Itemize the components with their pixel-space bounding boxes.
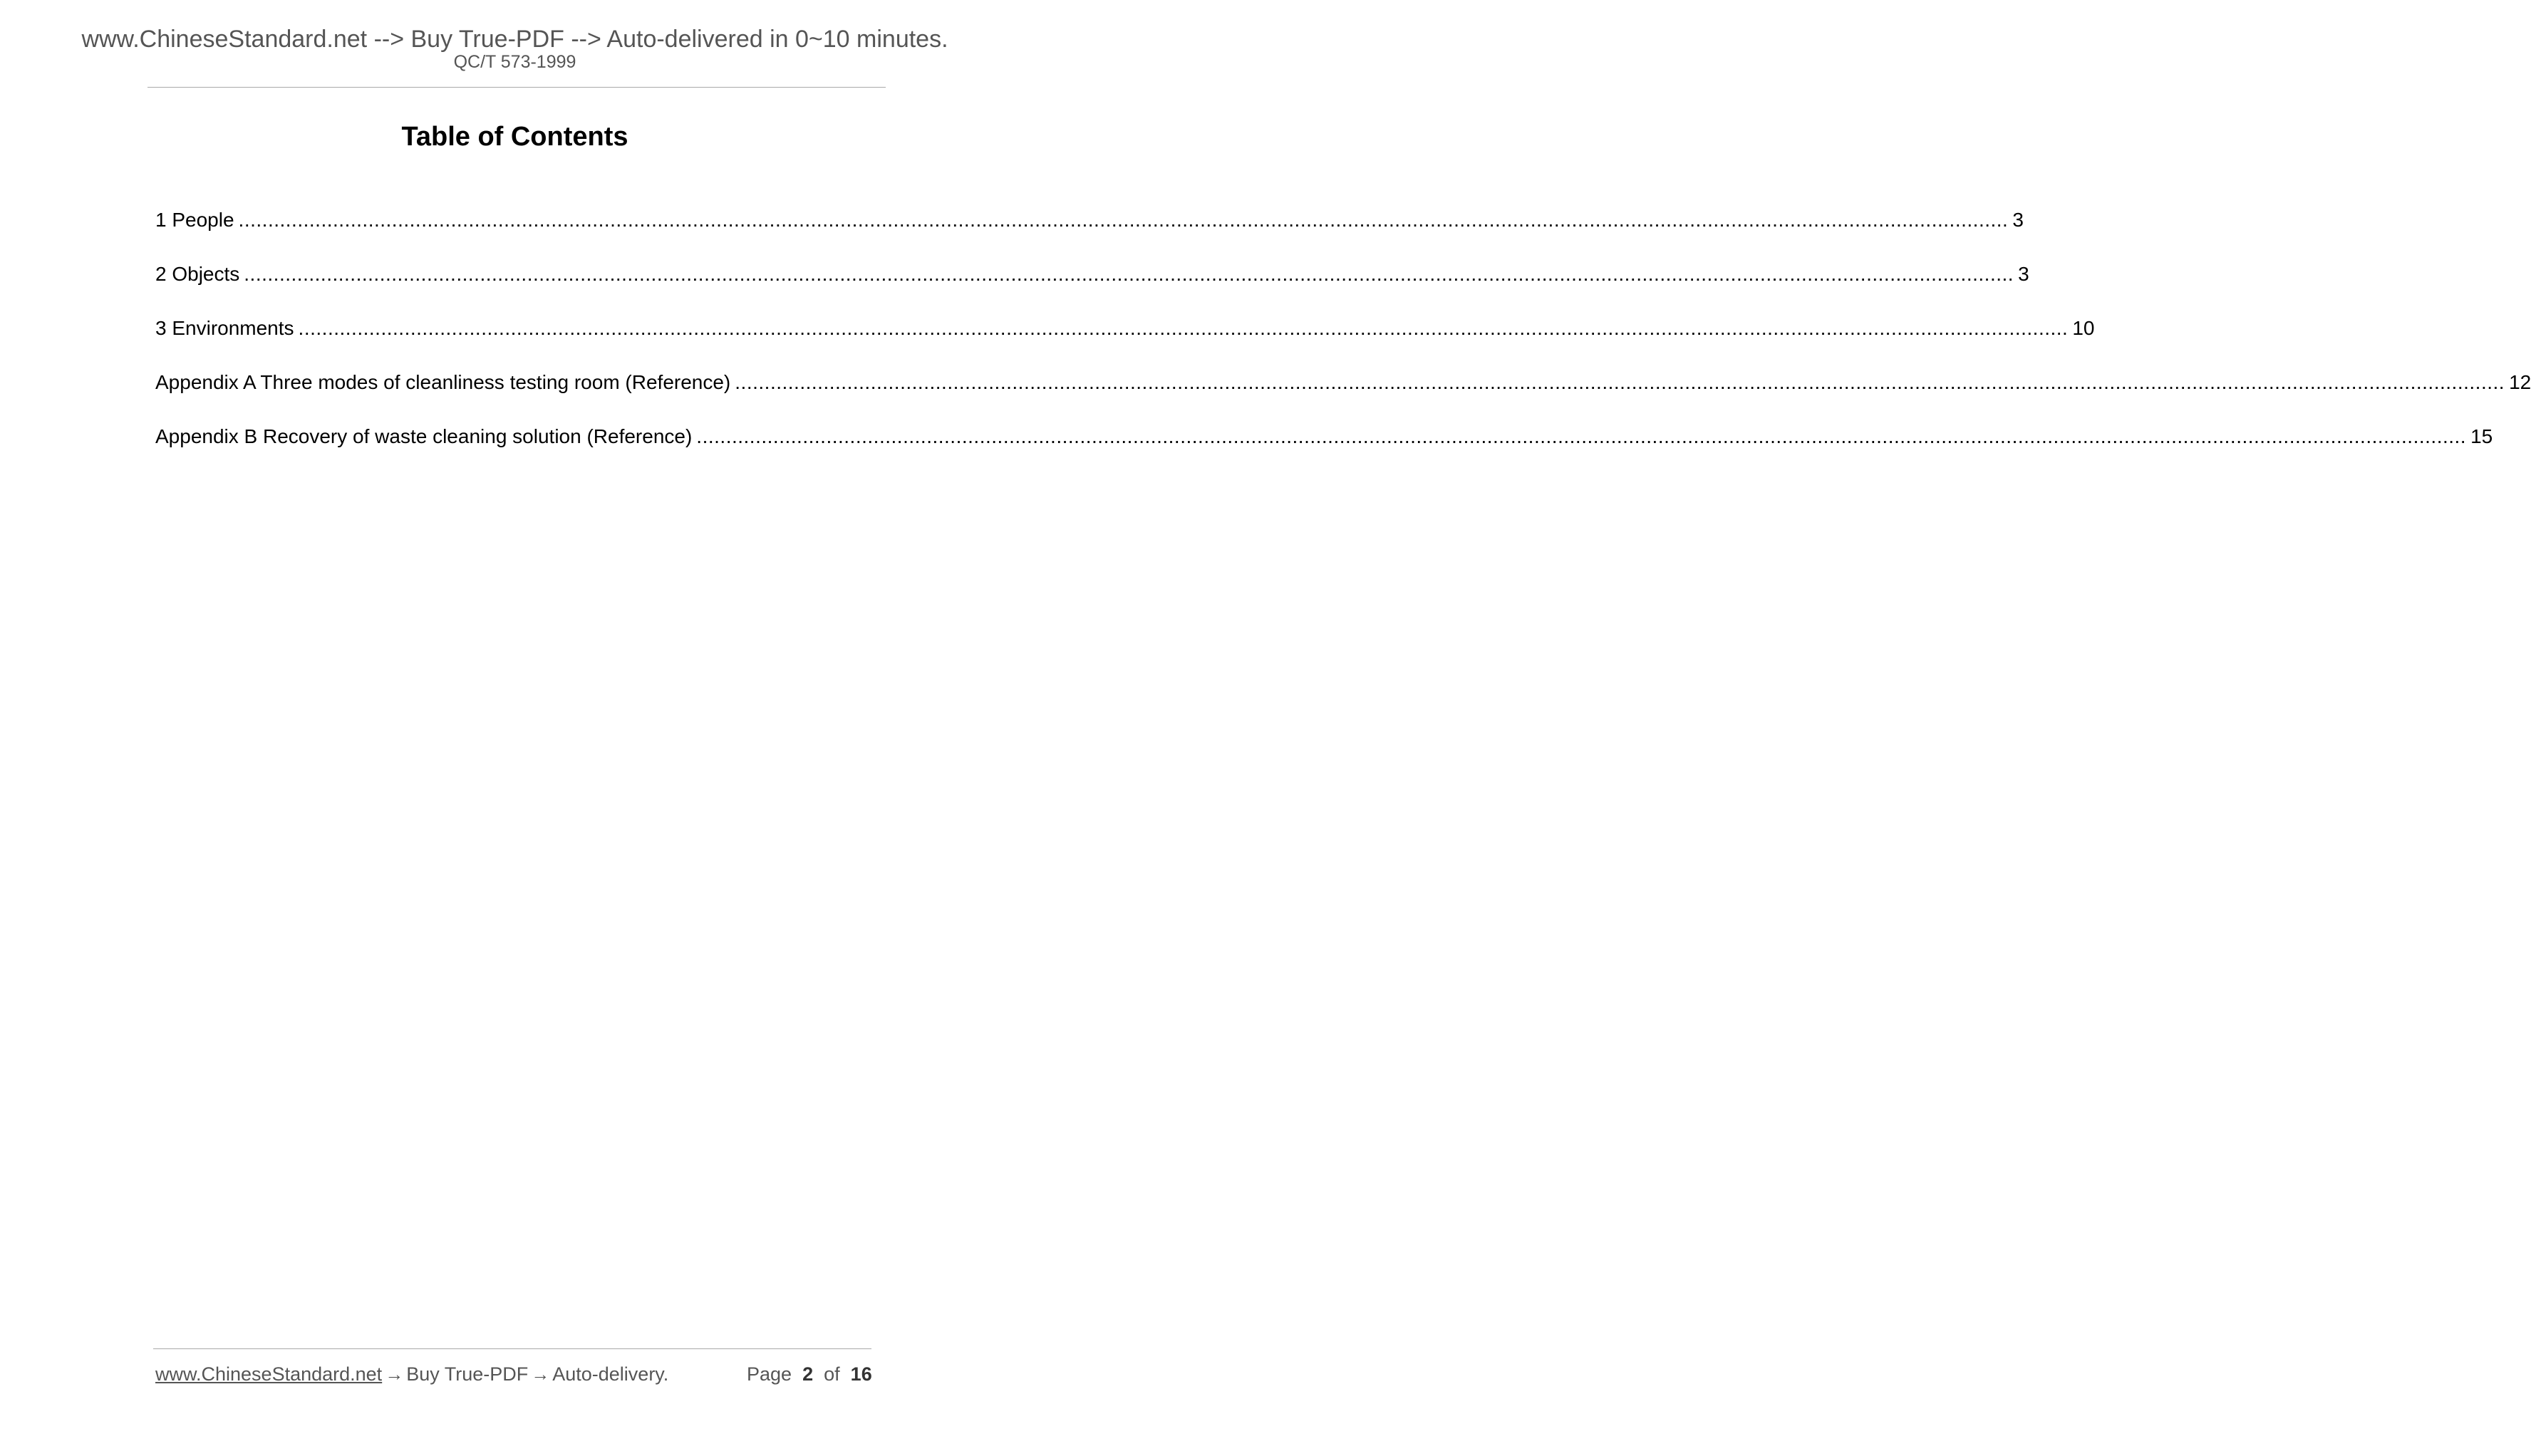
footer-site-link[interactable]: www.ChineseStandard.net xyxy=(155,1363,383,1385)
toc-entry-page: 15 xyxy=(2470,425,2493,447)
toc-entry-label: Appendix B Recovery of waste cleaning solution (Reference) xyxy=(155,425,693,447)
arrow-right-icon: → xyxy=(531,1363,550,1385)
toc-dot-leader: ............................................................................................................................................................................................................................................................................................................ xyxy=(298,317,2069,339)
page-word: Page xyxy=(747,1363,792,1385)
toc-entry-label: 1 People xyxy=(155,209,234,231)
toc-entry-label: Appendix A Three modes of cleanliness testing room (Reference) xyxy=(155,371,731,393)
page-number xyxy=(747,1365,872,1384)
page-total: 16 xyxy=(850,1363,872,1385)
of-word: of xyxy=(824,1363,840,1385)
toc-entry[interactable] xyxy=(155,208,2024,262)
top-banner: www.ChineseStandard.net --> Buy True-PDF --> Auto-delivered in 0~10 minutes. xyxy=(81,26,948,53)
footer-buy-text: Buy True-PDF xyxy=(406,1363,529,1385)
toc-entry[interactable] xyxy=(155,262,2029,316)
toc-entry[interactable] xyxy=(155,316,2095,370)
page-current: 2 xyxy=(802,1363,814,1385)
toc-dot-leader: ............................................................................................................................................................................................................................................................................................................ xyxy=(238,209,2009,231)
toc-title: Table of Contents xyxy=(401,122,628,152)
toc-list xyxy=(155,208,2531,479)
footer-delivery-text: Auto-delivery. xyxy=(552,1363,669,1385)
toc-entry-label: 3 Environments xyxy=(155,317,294,339)
toc-entry-page: 10 xyxy=(2072,317,2095,339)
toc-dot-leader: ............................................................................................................................................................................................................................................................................................................ xyxy=(696,425,2467,447)
toc-entry-page: 3 xyxy=(2018,263,2029,285)
document-code: QC/T 573-1999 xyxy=(453,52,576,72)
header-divider xyxy=(147,87,886,88)
footer-promo xyxy=(155,1365,668,1384)
toc-dot-leader: ............................................................................................................................................................................................................................................................................................................ xyxy=(735,371,2505,393)
toc-entry-page: 3 xyxy=(2012,209,2024,231)
footer-divider xyxy=(153,1348,871,1349)
toc-entry[interactable] xyxy=(155,370,2531,425)
toc-entry-page: 12 xyxy=(2509,371,2531,393)
toc-entry-label: 2 Objects xyxy=(155,263,240,285)
arrow-right-icon: → xyxy=(385,1363,404,1385)
toc-dot-leader: ............................................................................................................................................................................................................................................................................................................ xyxy=(244,263,2014,285)
toc-entry[interactable] xyxy=(155,425,2493,479)
